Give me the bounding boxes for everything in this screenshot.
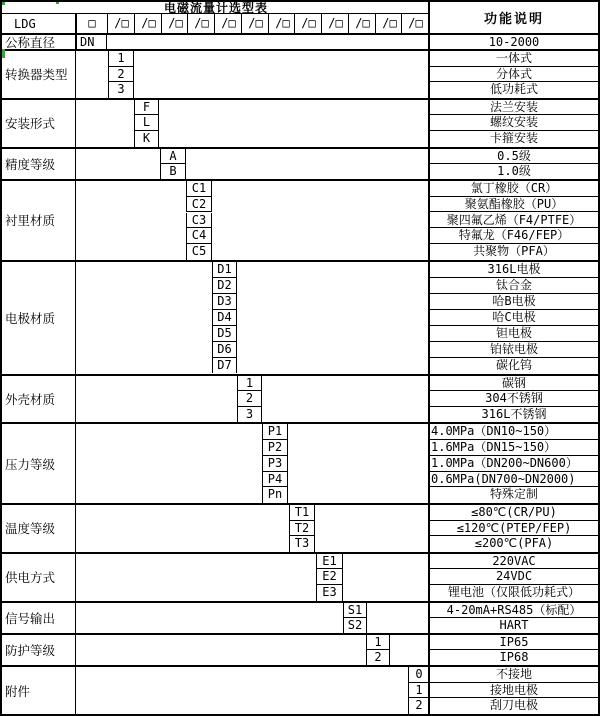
model-slot-box: /□ (321, 14, 349, 33)
code-cell: F (134, 100, 159, 116)
block-housing-material (2, 374, 598, 423)
code-cell: P2 (262, 440, 288, 456)
code-cell: D6 (212, 342, 237, 358)
code-cell: 3 (108, 82, 134, 98)
desc-cell: 接地电极 (430, 683, 598, 699)
model-slot-box: /□ (401, 14, 429, 33)
desc-cell: 一体式 (430, 51, 598, 67)
code-cell: C4 (186, 228, 212, 244)
desc-cell: ≤80℃(CR/PU) (430, 505, 598, 521)
desc-cell: 氯丁橡胶（CR） (430, 181, 598, 197)
category-label: 供电方式 (5, 570, 56, 586)
desc-cell: 304不锈钢 (430, 391, 598, 407)
scan-artifact-mark (2, 2, 5, 5)
desc-cell: 特氟龙（F46/FEP） (430, 228, 598, 244)
code-cell: D3 (212, 294, 237, 310)
code-cell: C1 (186, 181, 212, 197)
desc-cell: 1.0级 (497, 163, 531, 178)
desc-cell: 特殊定制 (489, 487, 538, 502)
desc-cell: 碳化钨 (495, 357, 532, 372)
desc-cell: 钽电极 (430, 326, 598, 342)
block-signal-output (2, 601, 598, 633)
category-label: 精度等级 (5, 156, 56, 172)
code-cell: L (134, 115, 159, 131)
code-cell: E3 (316, 585, 343, 601)
model-slot-box: /□ (348, 14, 376, 33)
code-cell: C3 (186, 213, 212, 229)
code-cell: 3 (237, 407, 262, 423)
model-prefix: LDG (14, 16, 36, 31)
desc-cell: 不接地 (430, 667, 598, 683)
code-cell: A (160, 149, 186, 164)
desc-cell: 0.5级 (430, 149, 598, 164)
code-cell: D1 (212, 262, 237, 278)
desc-cell: 分体式 (430, 67, 598, 83)
desc-cell: 法兰安装 (430, 100, 598, 116)
desc-cell: 卡箍安装 (489, 130, 538, 145)
block-accuracy-class (2, 147, 598, 179)
block-protection-class (2, 633, 598, 665)
code-cell: D7 (212, 358, 237, 374)
code-cell: DN (76, 35, 107, 49)
code-cell: T1 (289, 505, 315, 521)
desc-cell: 聚氨酯橡胶（PU） (430, 197, 598, 213)
desc-cell: ≤120℃(PTEP/FEP) (430, 521, 598, 537)
category-label: 电极材质 (5, 310, 56, 326)
model-code-row (2, 14, 430, 33)
desc-cell: 螺纹安装 (430, 115, 598, 131)
code-cell: 2 (237, 391, 262, 407)
model-slot-box: /□ (187, 14, 215, 33)
code-cell: D4 (212, 310, 237, 326)
scan-artifact-mark (2, 49, 5, 58)
desc-cell: IP65 (430, 635, 598, 650)
code-cell: S2 (343, 618, 367, 633)
category-column-divider (75, 14, 76, 714)
desc-cell: 哈B电极 (430, 294, 598, 310)
function-description-header: 功能说明 (483, 12, 544, 27)
code-cell: D2 (212, 278, 237, 294)
model-slot-box: /□ (375, 14, 403, 33)
block-accessories (2, 665, 598, 714)
desc-cell: 1.0MPa（DN200~DN600） (430, 456, 598, 472)
code-cell: T2 (289, 521, 315, 537)
category-label: 压力等级 (5, 456, 56, 472)
model-slot-box: /□ (107, 14, 135, 33)
desc-cell: 聚四氟乙烯（F4/PTFE） (430, 213, 598, 229)
code-cell: P3 (262, 456, 288, 472)
model-slot-box: /□ (294, 14, 322, 33)
description-column-divider (428, 2, 430, 714)
code-cell: 1 (108, 51, 134, 67)
block-electrode-material (2, 260, 598, 374)
desc-cell: 共聚物（PFA） (473, 244, 555, 259)
model-slot-box: /□ (268, 14, 296, 33)
desc-cell: 刮刀电极 (489, 698, 538, 713)
desc-cell: 哈C电极 (430, 310, 598, 326)
code-cell: E2 (316, 569, 343, 585)
code-cell: C2 (186, 197, 212, 213)
code-cell: 0 (408, 667, 430, 683)
desc-cell: 1.6MPa（DN15~150） (430, 440, 598, 456)
model-slot-box: /□ (161, 14, 189, 33)
category-label: 信号输出 (5, 610, 56, 626)
block-converter-type (2, 49, 598, 98)
model-slot-box: /□ (214, 14, 242, 33)
desc-cell: 220VAC (430, 554, 598, 570)
desc-cell: 碳钢 (430, 376, 598, 392)
desc-cell: IP68 (499, 650, 529, 665)
category-label: 衬里材质 (5, 213, 56, 229)
desc-cell: 316L电极 (430, 262, 598, 278)
code-cell: T3 (289, 536, 315, 552)
desc-cell: HART (499, 617, 529, 632)
category-label: 转换器类型 (5, 67, 68, 83)
scan-artifact-mark (56, 2, 59, 4)
category-label: 安装形式 (5, 116, 56, 132)
code-cell: D5 (212, 326, 237, 342)
category-label: 附件 (5, 683, 31, 699)
block-lining-material (2, 179, 598, 260)
category-label: 防护等级 (5, 643, 56, 659)
code-cell: 1 (408, 683, 430, 699)
code-cell: K (134, 131, 159, 147)
desc-cell: 10-2000 (488, 35, 540, 49)
model-slot-box: /□ (241, 14, 269, 33)
desc-cell: 4-20mA+RS485（标配） (430, 603, 598, 618)
code-cell: C5 (186, 244, 212, 260)
desc-cell: 24VDC (430, 569, 598, 585)
code-cell: 2 (108, 67, 134, 83)
model-slot-box: /□ (134, 14, 162, 33)
desc-cell: 低功耗式 (489, 82, 538, 97)
desc-cell: 钛合金 (430, 278, 598, 294)
category-label: 公称直径 (5, 35, 56, 51)
code-cell: P1 (262, 424, 288, 440)
code-cell: 2 (366, 650, 390, 665)
code-cell: 1 (366, 635, 390, 650)
model-digit-box: □ (76, 14, 107, 33)
block-pressure-class (2, 422, 598, 503)
block-temperature-class (2, 503, 598, 552)
code-cell: 1 (237, 376, 262, 392)
code-cell: 2 (408, 698, 430, 714)
block-power-supply (2, 552, 598, 601)
code-cell: E1 (316, 554, 343, 570)
table-title: 电磁流量计选型表 (2, 2, 430, 14)
code-cell: P4 (262, 472, 288, 488)
code-cell: S1 (343, 603, 367, 618)
block-nominal-diameter (2, 33, 598, 49)
category-label: 外壳材质 (5, 391, 56, 407)
category-label: 温度等级 (5, 521, 56, 537)
desc-cell: 316L不锈钢 (481, 406, 547, 421)
desc-cell: 铂铱电极 (430, 342, 598, 358)
block-installation-type (2, 98, 598, 147)
code-cell: Pn (262, 487, 288, 503)
code-cell: B (160, 164, 186, 179)
desc-cell: 0.6MPa(DN700~DN2000) (430, 472, 598, 488)
desc-cell: 锂电池（仅限低功耗式） (447, 584, 580, 599)
desc-cell: ≤200℃(PFA) (474, 536, 554, 551)
desc-cell: 4.0MPa（DN10~150） (430, 424, 598, 440)
